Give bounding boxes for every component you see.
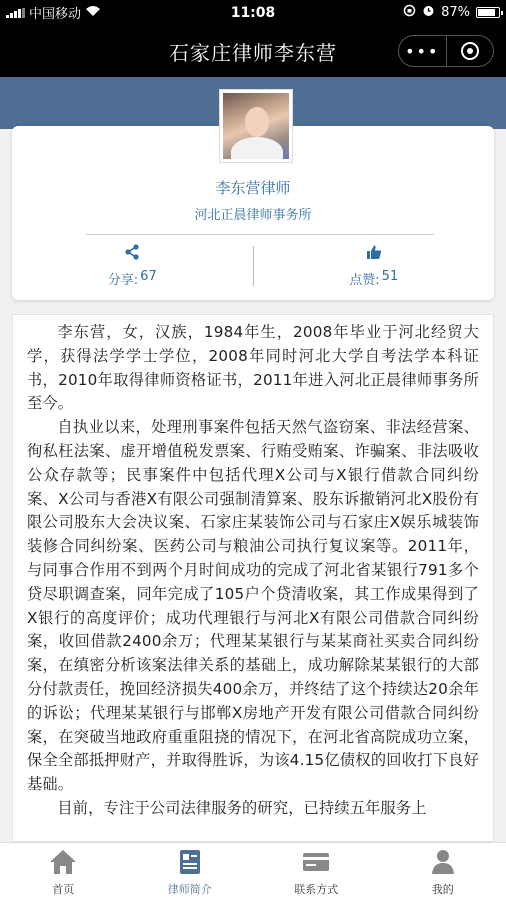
- close-button[interactable]: [447, 36, 494, 66]
- tab-contact-label: 联系方式: [294, 882, 339, 896]
- tab-contact[interactable]: [253, 843, 380, 900]
- title-bar: [0, 25, 506, 77]
- bio-paragraph: 目前，专注于公司法律服务的研究，已持续五年服务上: [57, 798, 427, 817]
- share-icon: [124, 244, 140, 264]
- share-button[interactable]: [12, 240, 253, 292]
- tab-home-label: 首页: [52, 882, 75, 896]
- like-count: 51: [381, 269, 399, 284]
- bio-paragraph: 李东营，女，汉族，1984年生，2008年毕业于河北经贸大学，获得法学学士学位，2008年同时河北大学自考法学本科证书，2010年取得律师资格证书，2011年进入河北正晨律师事务所至今。: [27, 323, 479, 413]
- like-button[interactable]: [254, 240, 495, 292]
- status-bar: [0, 0, 506, 25]
- more-button[interactable]: [399, 36, 447, 66]
- home-icon: [48, 847, 78, 877]
- battery-percent: 87%: [441, 5, 470, 20]
- user-icon: [428, 847, 458, 877]
- tab-lawyer-profile[interactable]: [127, 843, 254, 900]
- divider: [86, 234, 434, 235]
- battery-icon: [476, 7, 500, 18]
- page-title: 石家庄律师李东营: [169, 40, 337, 65]
- bio-paragraph: 自执业以来，处理刑事案件包括天然气盗窃案、非法经营案、徇私枉法案、虚开增值税发票案、行贿受贿案、诈骗案、非法吸收公众存款等；民事案件中包括代理X公司与X银行借款合同纠纷案、X公司与香港X有限公司强制清算案、股东诉撤销河北X股份有限公司股东大会决议案、石家庄某装饰公司与石家庄X娱乐城装饰装修合同纠纷案、医药公司与粮油公司执行复议案等。2011年，与同事合作用不到两个月时间成功的完成了河北省某银行791多个贷尽职调查案，同年完成了105户个贷清收案，其工作成果得到了X银行的高度评价；成功代理银行与河北X有限公司借款合同纠纷案，收回借款2400余万；代理某某银行与某某商社买卖合同纠纷案，在缜密分析该案法律关系的基础上，成功解除某某银行的大部分付款责任，挽回经济损失400余万，并终结了这个持续达20余年的诉讼；代理某某银行与邯郸X房地产开发有限公司借款合同纠纷案，在突破当地政府重重阻挠的情况下，在河北省高院成功立案，保全全部抵押财产，并取得胜诉，为该4.15亿债权的回收打下良好基础。: [27, 418, 479, 794]
- close-circle-icon: [461, 42, 479, 60]
- mini-program-capsule: [398, 35, 494, 67]
- profile-doc-icon: [175, 847, 205, 877]
- share-count: 67: [140, 269, 157, 284]
- tab-home[interactable]: [0, 843, 127, 900]
- tab-mine[interactable]: [380, 843, 506, 900]
- thumbs-up-icon: [366, 244, 382, 264]
- tab-mine-label: 我的: [431, 882, 454, 896]
- avatar[interactable]: [219, 89, 293, 163]
- more-dots-icon: •••: [405, 41, 440, 61]
- status-time: 11:08: [230, 4, 276, 21]
- stats-row: [12, 240, 494, 292]
- bottom-tab-bar: [0, 842, 506, 900]
- contact-card-icon: [301, 847, 331, 877]
- top-bar: [0, 0, 506, 77]
- avatar-photo: [223, 93, 289, 159]
- carrier-label: 中国移动: [29, 7, 82, 22]
- tab-lawyer-profile-label: 律师简介: [167, 882, 212, 896]
- like-label: 点赞:: [349, 273, 380, 288]
- share-label: 分享:: [107, 273, 139, 288]
- lawyer-name: 李东营律师: [215, 179, 291, 197]
- law-firm-name: 河北正晨律师事务所: [194, 208, 312, 223]
- profile-card: [12, 126, 494, 300]
- biography-panel[interactable]: [12, 314, 494, 842]
